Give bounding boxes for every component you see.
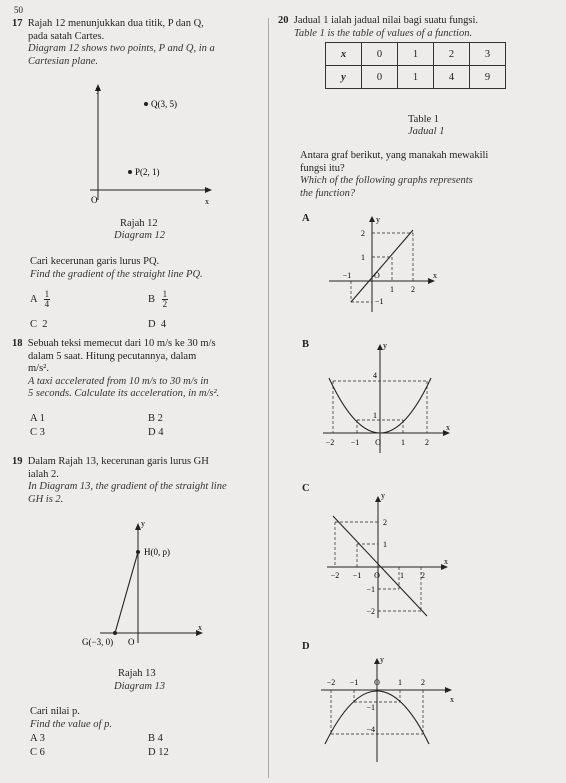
y-axis-label: y [96,85,100,94]
x-tick-label: 1 [398,678,402,687]
question-text-en: GH is 2. [28,493,64,505]
option-letter: B [148,293,156,305]
table-row [326,43,506,66]
prompt-ms: Cari kecerunan garis lurus PQ. [30,256,160,267]
question-17 [12,18,262,68]
x-tick-label: 2 [421,678,425,687]
y-tick-label: 2 [361,229,365,238]
x-axis-label: x [433,271,437,280]
question-text-ms: Dalam Rajah 13, kecerunan garis lurus GH [27,456,209,467]
question-text-ms: m/s². [28,363,49,374]
x-tick-label: −2 [325,438,335,447]
fraction [44,290,51,309]
y-tick-label: 1 [373,411,377,420]
y-tick-label: 1 [383,540,387,549]
y-axis-label: y [383,341,387,350]
diagram-13-graph [80,518,220,653]
origin-label: O [128,637,135,647]
prompt-ms: Cari nilai p. [30,706,80,717]
question-20 [278,15,563,40]
table-cell: 0 [362,66,398,89]
option-letter: A [30,293,38,305]
x-tick-label: −1 [350,438,360,447]
denominator: 4 [44,299,50,309]
origin-label: O [374,678,380,687]
question-text-en: Diagram 12 shows two points, P and Q, in a [28,43,215,54]
y-axis-label: y [381,491,385,500]
fraction [162,290,169,309]
option-value: 2 [42,319,48,330]
x-axis-label: x [444,557,448,566]
diagram-12-graph [60,82,220,212]
y-axis-label: y [380,655,384,664]
option-a[interactable] [30,290,50,309]
prompt-ms: fungsi itu? [300,162,345,174]
question-19-prompt [30,706,260,731]
y-tick-label: 4 [373,371,377,380]
table-caption: Table 1 [408,114,440,125]
table-cell: 1 [398,43,434,66]
y-tick-label: −1 [375,297,384,306]
x-axis-arrow [445,687,452,693]
prompt-en: the function? [300,187,356,199]
question-text-ms: Rajah 12 menunjukkan dua titik, P dan Q, [27,18,204,29]
x-tick-label: 1 [401,438,405,447]
table-cell: 9 [470,66,506,89]
y-tick-label: −4 [366,725,375,734]
origin-label: O [91,195,98,205]
question-text-en: A taxi accelerated from 10 m/s to 30 m/s in [28,375,209,387]
point-h [136,550,140,554]
x-tick-label: 1 [400,571,404,580]
option-a[interactable]: A 1 [30,413,45,424]
question-number: 18 [12,338,23,349]
figure-caption: Rajah 13 [118,668,156,679]
table-cell: 3 [470,43,506,66]
y-tick-label: 1 [361,253,365,262]
figure-caption: Rajah 12 [120,218,158,229]
table-header-cell: y [326,66,362,89]
table-row [326,66,506,89]
question-19 [12,456,262,506]
figure-caption-en: Diagram 13 [114,681,166,692]
table-header-cell: x [326,43,362,66]
question-text-en: Table 1 is the table of values of a function. [294,27,473,39]
point-p [128,170,132,174]
x-tick-label: 2 [411,285,415,294]
prompt-en: Find the value of p. [30,718,112,730]
y-tick-label: −1 [366,585,375,594]
figure-caption-en: Diagram 12 [114,230,166,241]
line-gh [115,552,138,633]
values-table [325,42,506,89]
x-tick-label: −1 [342,271,352,280]
numerator: 1 [44,289,50,299]
table-cell: 1 [398,66,434,89]
x-tick-label: 2 [421,571,425,580]
x-tick-label: −2 [326,678,336,687]
option-c[interactable]: C 3 [30,427,45,438]
table-cell: 4 [434,66,470,89]
option-a[interactable]: A 3 [30,733,45,744]
option-letter: D [148,319,156,330]
option-c[interactable] [30,318,48,331]
table-caption-ms: Jadual 1 [408,126,445,137]
question-number: 20 [278,15,289,26]
y-tick-label: 2 [383,518,387,527]
question-number: 17 [12,18,23,29]
option-b[interactable] [148,290,168,309]
denominator: 2 [162,299,168,309]
table-cell: 2 [434,43,470,66]
y-tick-label: −1 [366,703,375,712]
option-value: 4 [160,319,167,330]
question-20-prompt [300,150,560,200]
x-axis-arrow [205,187,212,193]
question-text-ms: ialah 2. [28,468,59,480]
option-b[interactable]: B 2 [148,413,163,424]
option-b[interactable]: B 4 [148,733,163,744]
graph-c[interactable] [315,488,455,623]
page-number: 50 [14,5,23,15]
x-axis-label: x [450,695,454,704]
x-tick-label: 1 [390,285,394,294]
option-d[interactable]: D 4 [148,427,164,438]
point-q [144,102,148,106]
table-cell: 0 [362,43,398,66]
question-number: 19 [12,456,23,467]
graph-a[interactable] [315,212,450,317]
question-text-ms: dalam 5 saat. Hitung pecutannya, dalam [28,350,197,362]
point-h-label: H(0, p) [144,547,170,557]
question-17-prompt [30,256,260,281]
question-text-en: 5 seconds. Calculate its acceleration, in m/s². [28,388,220,399]
x-axis-label: x [446,423,450,432]
question-text-en: Cartesian plane. [28,55,98,67]
option-c[interactable]: C 6 [30,747,45,758]
graph-line [351,230,413,302]
question-18 [12,338,262,401]
option-letter: C [30,319,38,330]
graph-line [330,516,427,616]
x-axis-label: x [198,623,202,632]
origin-label: O [374,271,380,280]
prompt-en: Find the gradient of the straight line PQ. [30,268,203,280]
origin-label: O [375,438,381,447]
x-tick-label: −1 [352,571,362,580]
point-g [113,631,117,635]
y-axis-label: y [376,215,380,224]
y-axis-label: y [141,519,145,528]
option-d[interactable] [148,318,166,331]
question-text-en: In Diagram 13, the gradient of the straight line [28,481,227,492]
column-divider [268,18,269,778]
point-g-label: G(−3, 0) [82,637,114,647]
graph-d[interactable] [315,652,465,770]
option-a-label[interactable]: A [302,213,310,224]
option-d-label[interactable]: D [302,641,310,652]
x-tick-label: −2 [330,571,340,580]
numerator: 1 [162,289,168,299]
graph-b[interactable] [315,338,465,456]
prompt-en: Which of the following graphs represents [300,175,473,186]
x-axis-label: x [205,197,209,206]
x-tick-label: 2 [425,438,429,447]
option-b-label[interactable]: B [302,339,310,350]
origin-label: O [374,571,380,580]
question-text-ms: Sebuah teksi memecut dari 10 m/s ke 30 m/s [27,338,216,349]
question-text-ms: pada satah Cartes. [28,30,105,42]
x-tick-label: −1 [349,678,359,687]
y-tick-label: −2 [366,607,375,616]
option-d[interactable]: D 12 [148,747,169,758]
point-p-label: P(2, 1) [135,167,160,177]
option-c-label[interactable]: C [302,483,310,494]
y-axis-arrow [369,216,375,222]
question-text-ms: Jadual 1 ialah jadual nilai bagi suatu fungsi. [293,15,479,26]
prompt-ms: Antara graf berikut, yang manakah mewakili [300,150,489,161]
point-q-label: Q(3, 5) [151,99,177,109]
